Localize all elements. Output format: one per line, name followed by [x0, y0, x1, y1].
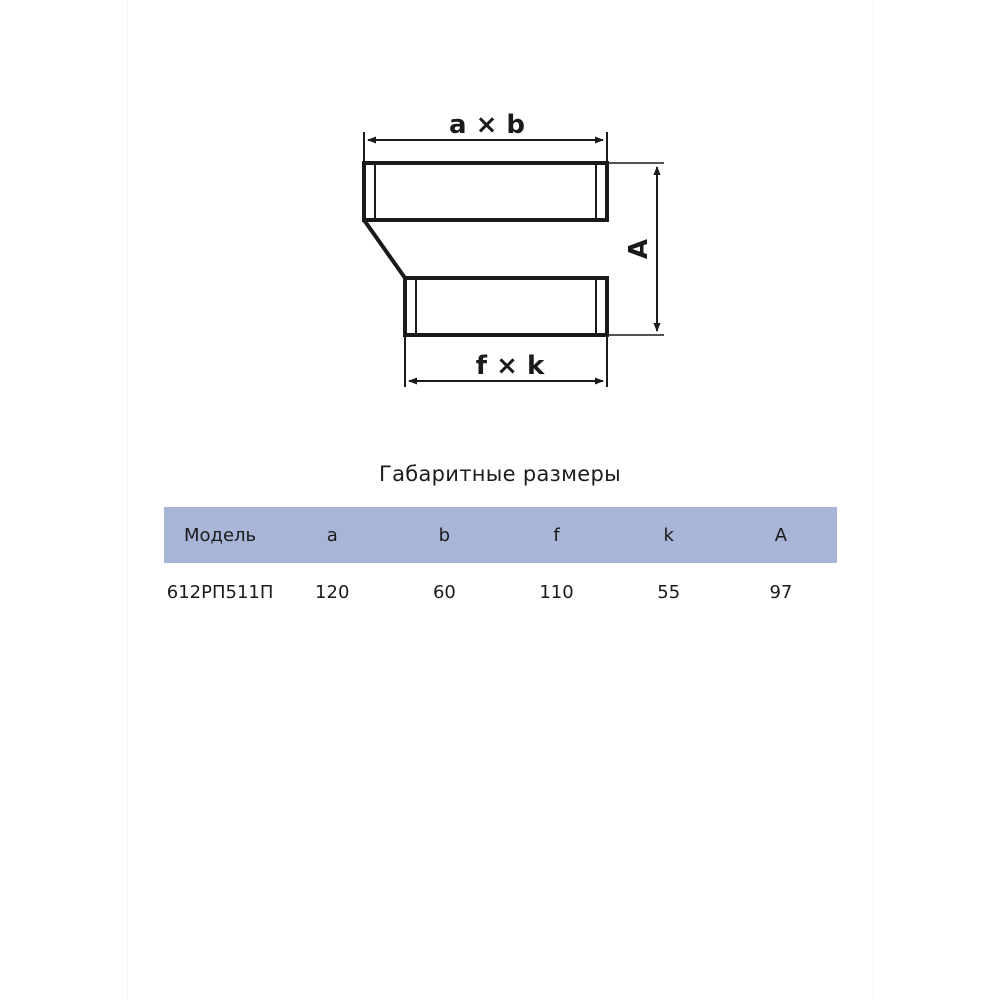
table-row — [164, 563, 837, 621]
cell-a: 120 — [315, 581, 350, 603]
dimensions-table — [164, 507, 837, 621]
transition-duct-drawing — [0, 0, 1000, 420]
header-b: b — [388, 507, 500, 563]
transition-section — [364, 220, 405, 278]
cell-k: 55 — [657, 581, 681, 603]
header-k: k — [613, 507, 725, 563]
header-model: Модель — [164, 507, 276, 563]
cell-model: 612РП511П — [166, 581, 274, 603]
dimension-f-k-label: f × k — [475, 351, 545, 381]
cell-b: 60 — [432, 581, 456, 603]
header-a: a — [276, 507, 388, 563]
lower-duct-section — [405, 278, 607, 335]
dimension-height-label: A — [624, 238, 654, 260]
upper-duct-section — [364, 163, 607, 220]
header-height: A — [725, 507, 837, 563]
header-f: f — [500, 507, 612, 563]
cell-f: 110 — [539, 581, 574, 603]
dimension-a-b-label: a × b — [448, 110, 526, 140]
section-title: Габаритные размеры — [378, 462, 622, 486]
table-header-row — [164, 507, 837, 563]
cell-height: 97 — [769, 581, 793, 603]
